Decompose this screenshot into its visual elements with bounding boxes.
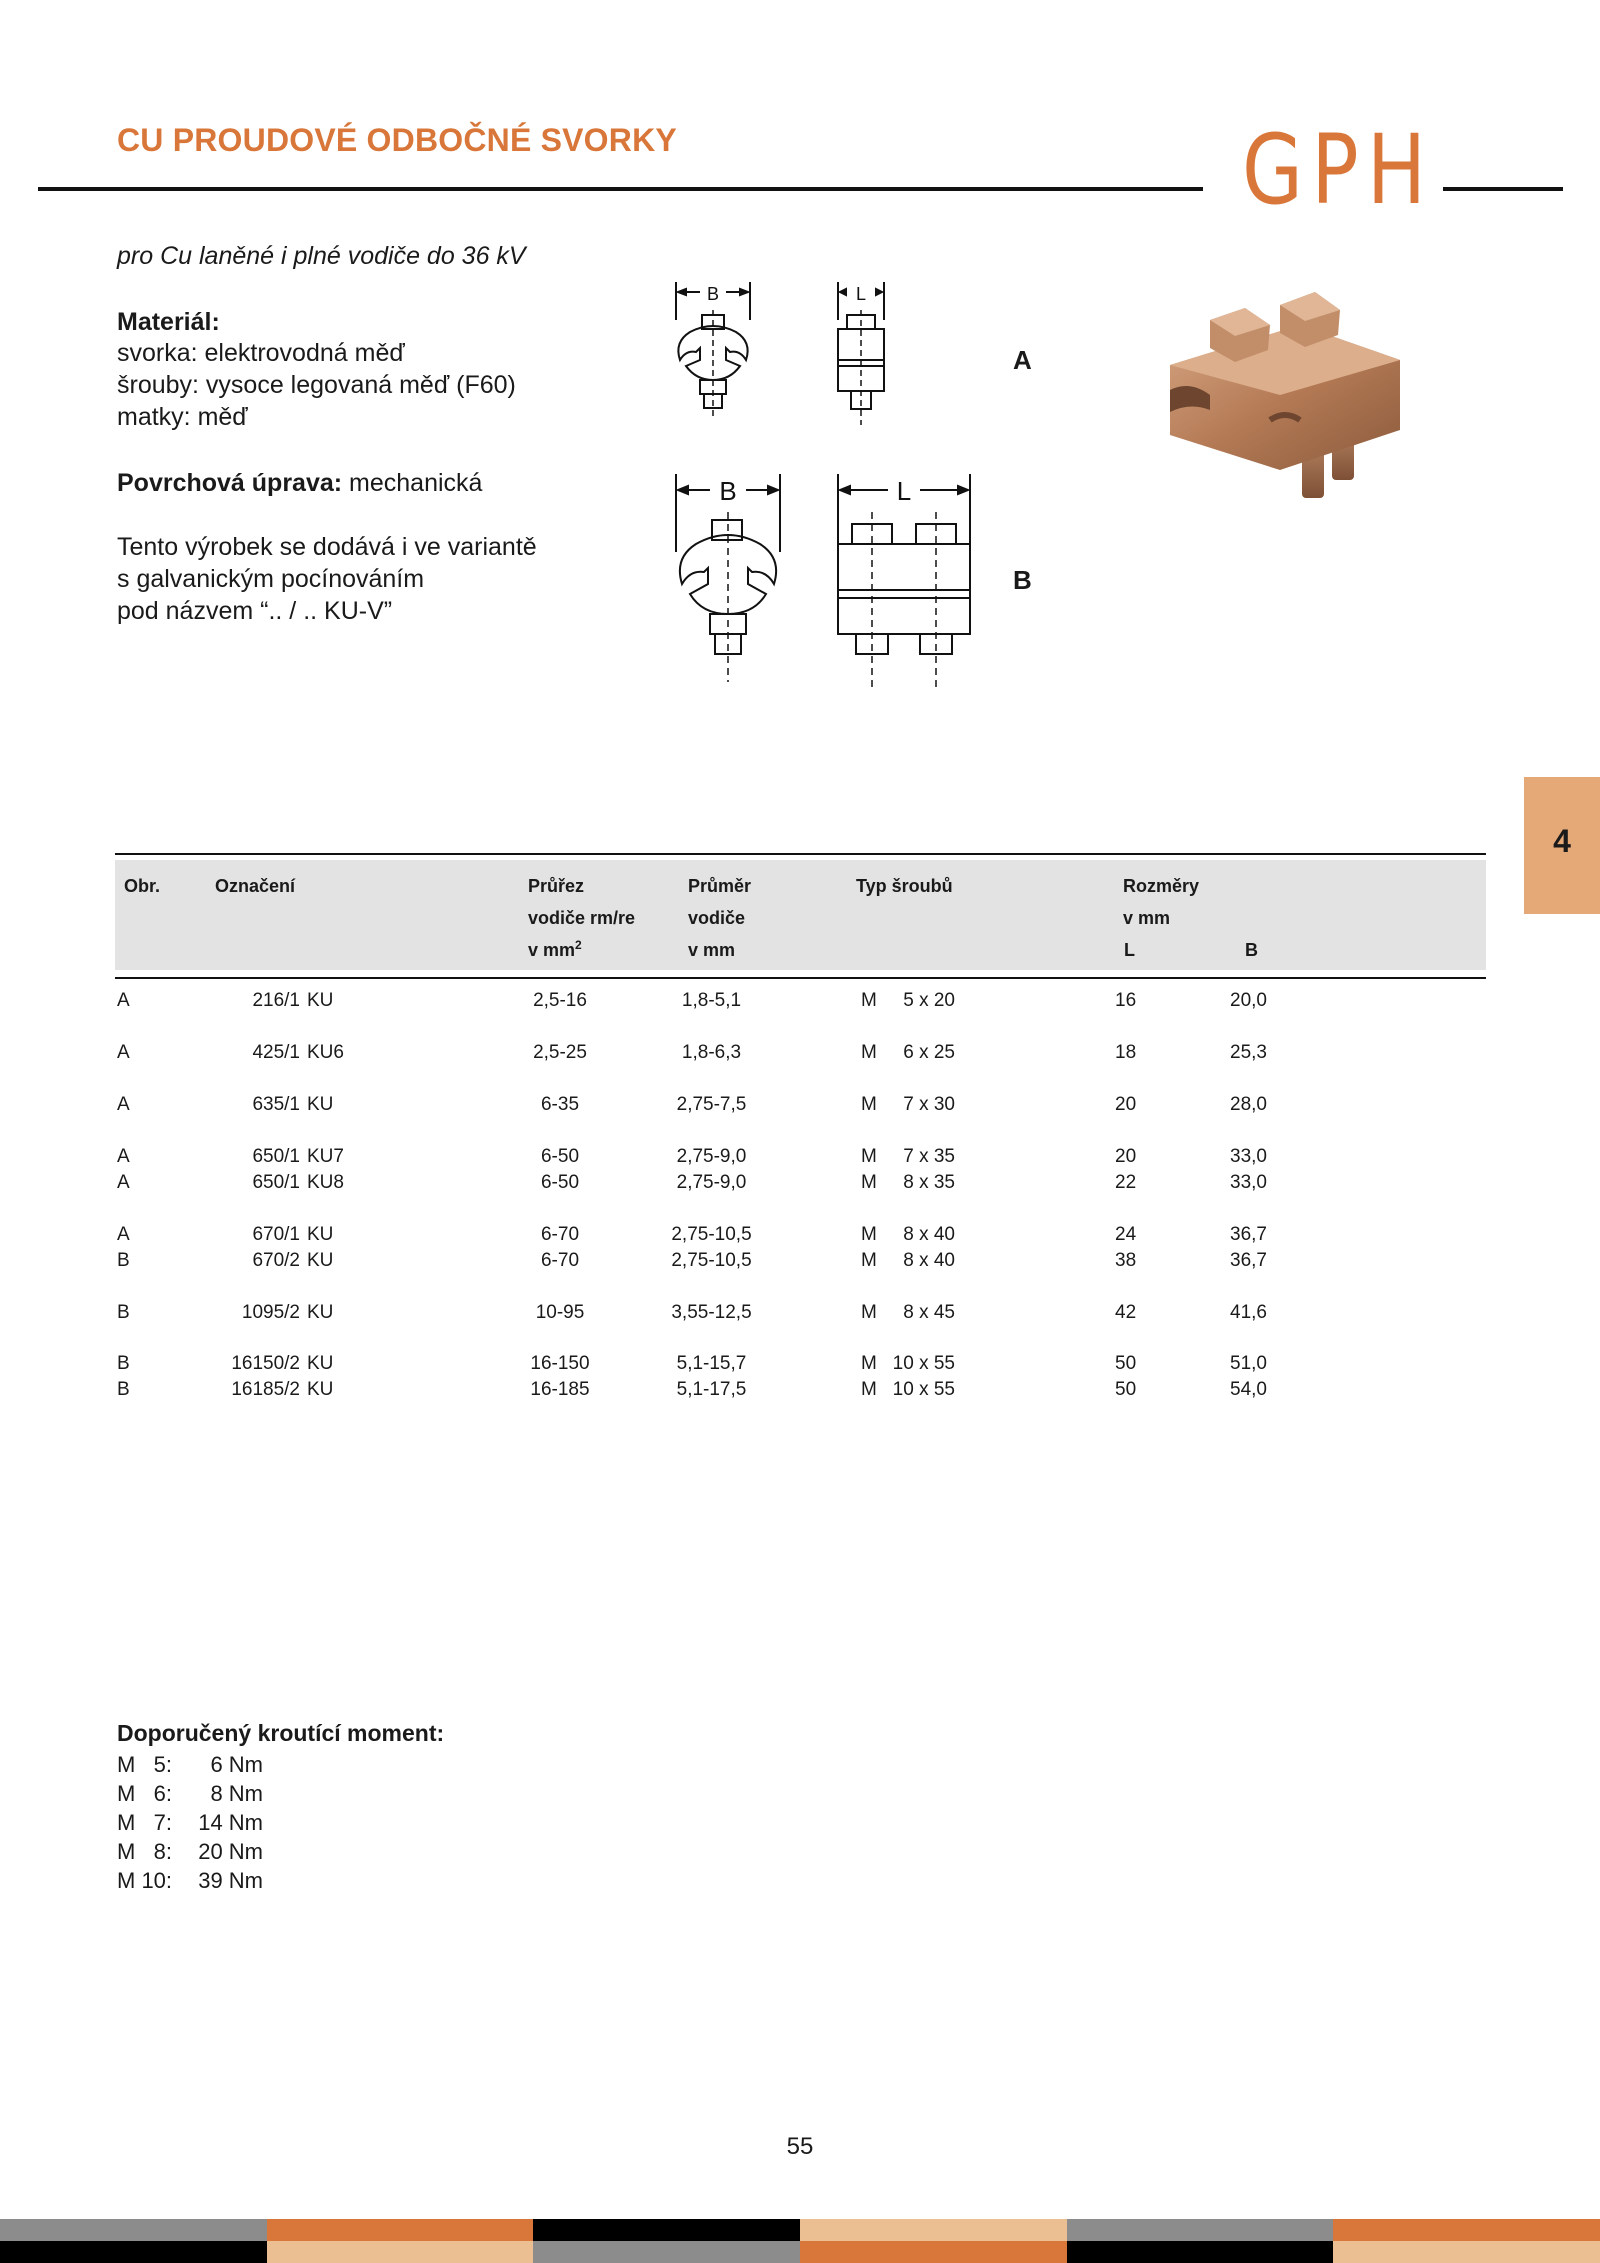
header-obr: Obr. [124, 876, 161, 896]
cell-prumer: 2,75-10,5 [671, 1250, 752, 1271]
cell-screw: 8 x 35 [903, 1172, 955, 1193]
material-line: matky: měď [117, 403, 248, 431]
cell-screw: 7 x 35 [903, 1146, 955, 1167]
footer-bar-segment [800, 2241, 1067, 2263]
cell-prumer: 2,75-9,0 [676, 1146, 747, 1167]
dimension-l-label: L [896, 476, 912, 506]
figure-a-label: A [1013, 345, 1032, 375]
cell-type: KU7 [307, 1146, 344, 1167]
cell-m: M [861, 1250, 877, 1271]
product-photo [1150, 270, 1410, 520]
header-typ-sroubu: Typ šroubů [856, 876, 953, 896]
cell-prumer: 2,75-10,5 [671, 1224, 752, 1245]
cell-screw: 6 x 25 [903, 1042, 955, 1063]
cell-num: 1095/2 [241, 1302, 300, 1323]
header-oznaceni: Označení [215, 876, 296, 896]
cell-screw: 5 x 20 [903, 990, 955, 1011]
cell-screw: 8 x 45 [903, 1302, 955, 1323]
cell-b: 54,0 [1230, 1379, 1267, 1400]
cell-l: 38 [1115, 1250, 1137, 1271]
dimension-b-label: B [719, 476, 737, 506]
torque-size: M 6: [117, 1781, 173, 1806]
material-heading: Materiál: [117, 308, 220, 336]
torque-heading: Doporučený kroutící moment: [117, 1720, 445, 1746]
torque-value: 20 Nm [198, 1839, 263, 1864]
cell-obr: A [117, 1042, 130, 1063]
cell-type: KU [307, 1094, 334, 1115]
cell-l: 50 [1115, 1353, 1137, 1374]
cell-m: M [861, 1224, 877, 1245]
cell-m: M [861, 1379, 877, 1400]
header-col-b: B [1245, 940, 1258, 960]
subtitle: pro Cu laněné i plné vodiče do 36 kV [117, 242, 526, 270]
cell-l: 24 [1115, 1224, 1137, 1245]
torque-size: M 8: [117, 1839, 173, 1864]
footer-bar-segment [0, 2219, 267, 2241]
dimension-b-label: B [706, 284, 720, 304]
header-prumer-line2: vodiče [688, 908, 746, 928]
cell-obr: B [117, 1379, 130, 1400]
cell-l: 50 [1115, 1379, 1137, 1400]
table-header-rule [115, 977, 1486, 979]
variant-note-line: s galvanickým pocínováním [117, 565, 425, 593]
cell-screw: 10 x 55 [892, 1379, 955, 1400]
material-line: svorka: elektrovodná měď [117, 339, 405, 367]
cell-b: 28,0 [1230, 1094, 1267, 1115]
cell-b: 20,0 [1230, 990, 1267, 1011]
footer-bar-segment [0, 2241, 267, 2263]
header-rule-right [1443, 187, 1563, 191]
cell-prurez: 6-50 [540, 1172, 580, 1193]
footer-bar-segment [1333, 2219, 1600, 2241]
cell-screw: 10 x 55 [892, 1353, 955, 1374]
page-number: 55 [786, 2133, 814, 2160]
cell-prurez: 6-70 [540, 1224, 580, 1245]
cell-screw: 8 x 40 [903, 1250, 955, 1271]
cell-obr: A [117, 1172, 130, 1193]
cell-obr: A [117, 1146, 130, 1167]
cell-b: 33,0 [1230, 1172, 1267, 1193]
surface-label: Povrchová úprava: [117, 469, 343, 497]
cell-b: 36,7 [1230, 1224, 1267, 1245]
cell-m: M [861, 990, 877, 1011]
cell-b: 33,0 [1230, 1146, 1267, 1167]
header-col-l: L [1124, 940, 1135, 960]
cell-prumer: 2,75-9,0 [676, 1172, 747, 1193]
cell-m: M [861, 1094, 877, 1115]
torque-value: 14 Nm [198, 1810, 263, 1835]
cell-num: 635/1 [252, 1094, 300, 1115]
surface-finish [117, 467, 482, 499]
table-top-rule [115, 853, 1486, 855]
cell-prurez: 2,5-25 [533, 1042, 587, 1063]
torque-value: 6 Nm [210, 1752, 263, 1777]
cell-type: KU6 [307, 1042, 344, 1063]
technical-drawing-b [670, 472, 980, 702]
cell-l: 20 [1115, 1146, 1137, 1167]
cell-obr: A [117, 1224, 130, 1245]
footer-bar-segment [533, 2219, 800, 2241]
cell-num: 670/2 [252, 1250, 300, 1271]
cell-prumer: 1,8-6,3 [681, 1042, 742, 1063]
cell-type: KU8 [307, 1172, 344, 1193]
cell-prurez: 6-70 [540, 1250, 580, 1271]
table-header [115, 860, 1486, 970]
cell-num: 216/1 [252, 990, 300, 1011]
footer-bar-segment [1067, 2241, 1334, 2263]
cell-num: 16185/2 [231, 1379, 300, 1400]
cell-m: M [861, 1146, 877, 1167]
cell-l: 42 [1115, 1302, 1137, 1323]
cell-num: 650/1 [252, 1172, 300, 1193]
cell-b: 51,0 [1230, 1353, 1267, 1374]
technical-drawing-a [670, 280, 900, 440]
cell-prurez: 16-185 [530, 1379, 590, 1400]
footer-bar-segment [800, 2219, 1067, 2241]
header-rozmery: Rozměry [1123, 876, 1200, 896]
footer-bar-segment [267, 2241, 534, 2263]
variant-note-line: pod názvem “.. / .. KU-V” [117, 597, 393, 625]
cell-type: KU [307, 1224, 334, 1245]
footer-bar-segment [533, 2241, 800, 2263]
torque-value: 39 Nm [198, 1868, 263, 1893]
cell-num: 425/1 [252, 1042, 300, 1063]
footer-bar-segment [1067, 2219, 1334, 2241]
cell-type: KU [307, 1379, 334, 1400]
cell-prurez: 16-150 [530, 1353, 590, 1374]
figure-b-label: B [1013, 565, 1032, 595]
cell-m: M [861, 1353, 877, 1374]
dimension-l-label: L [855, 284, 867, 304]
cell-obr: B [117, 1302, 130, 1323]
cell-l: 20 [1115, 1094, 1137, 1115]
cell-m: M [861, 1172, 877, 1193]
chapter-number: 4 [1553, 823, 1571, 859]
cell-type: KU [307, 1353, 334, 1374]
cell-obr: A [117, 990, 130, 1011]
cell-num: 670/1 [252, 1224, 300, 1245]
cell-prurez: 2,5-16 [533, 990, 587, 1011]
torque-size: M 5: [117, 1752, 173, 1777]
cell-b: 25,3 [1230, 1042, 1267, 1063]
cell-b: 41,6 [1230, 1302, 1267, 1323]
cell-prurez: 10-95 [535, 1302, 585, 1323]
page-title: CU PROUDOVÉ ODBOČNÉ SVORKY [117, 122, 677, 158]
header-prumer-line3: v mm [688, 940, 736, 960]
header-rozmery-line2: v mm [1123, 908, 1171, 928]
cell-m: M [861, 1042, 877, 1063]
torque-size: M 7: [117, 1810, 173, 1835]
cell-screw: 7 x 30 [903, 1094, 955, 1115]
cell-prumer: 3,55-12,5 [671, 1302, 752, 1323]
cell-prurez: 6-35 [540, 1094, 580, 1115]
header-prurez-line3: v $mm^2$ [528, 938, 582, 960]
cell-type: KU [307, 1302, 334, 1323]
header-rule-left [38, 187, 1203, 191]
cell-prumer: 2,75-7,5 [676, 1094, 747, 1115]
variant-note-line: Tento výrobek se dodává i ve variantě [117, 533, 537, 561]
surface-value: mechanická [342, 469, 483, 497]
cell-l: 16 [1115, 990, 1137, 1011]
cell-b: 36,7 [1230, 1250, 1267, 1271]
header-prurez: Průřez [528, 876, 585, 896]
cell-type: KU [307, 990, 334, 1011]
brand-logo: GPH [1242, 114, 1435, 226]
cell-obr: B [117, 1353, 130, 1374]
cell-num: 650/1 [252, 1146, 300, 1167]
cell-prumer: 5,1-17,5 [676, 1379, 747, 1400]
footer-bar-segment [267, 2219, 534, 2241]
cell-num: 16150/2 [231, 1353, 300, 1374]
cell-type: KU [307, 1250, 334, 1271]
material-line: šrouby: vysoce legovaná měď (F60) [117, 371, 516, 399]
chapter-tab [1524, 777, 1600, 914]
header-prurez-line2: vodiče rm/re [528, 908, 636, 928]
cell-l: 22 [1115, 1172, 1137, 1193]
cell-l: 18 [1115, 1042, 1137, 1063]
cell-prurez: 6-50 [540, 1146, 580, 1167]
footer-bar-segment [1333, 2241, 1600, 2263]
cell-screw: 8 x 40 [903, 1224, 955, 1245]
cell-m: M [861, 1302, 877, 1323]
torque-size: M 10: [117, 1868, 173, 1893]
cell-prumer: 1,8-5,1 [681, 990, 742, 1011]
cell-obr: B [117, 1250, 130, 1271]
header-prumer: Průměr [688, 876, 752, 896]
torque-value: 8 Nm [210, 1781, 263, 1806]
cell-prumer: 5,1-15,7 [676, 1353, 747, 1374]
cell-obr: A [117, 1094, 130, 1115]
